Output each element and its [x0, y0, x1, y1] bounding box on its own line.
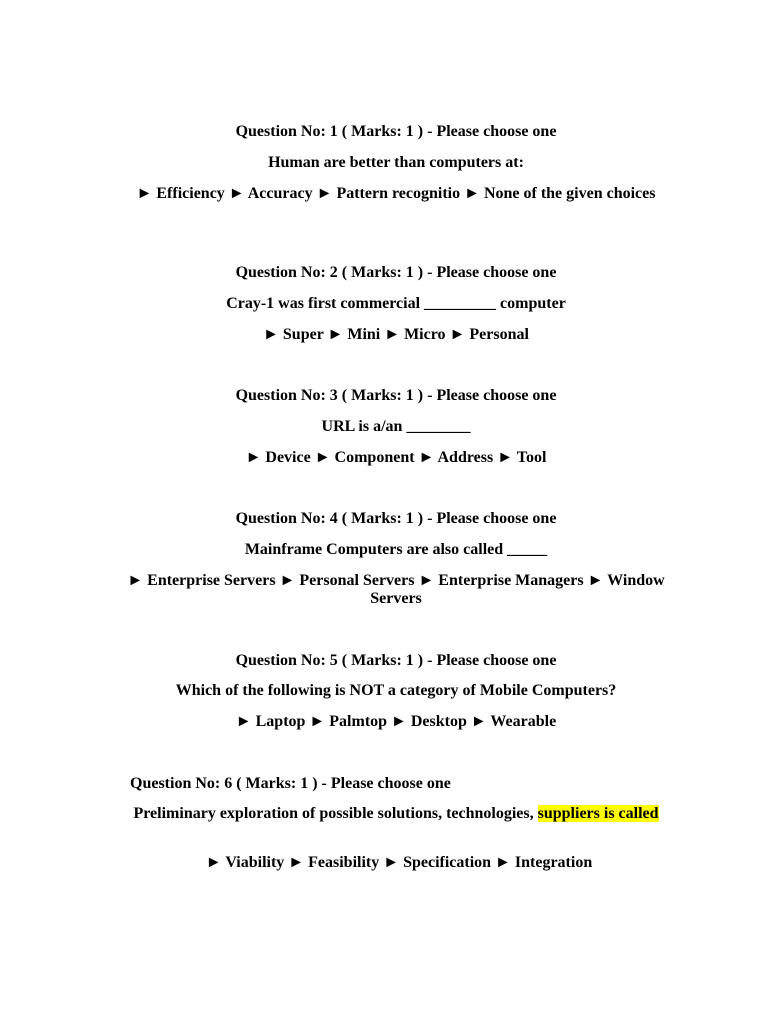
question-6-text: [120, 805, 672, 823]
question-4-header: Question No: 4 ( Marks: 1 ) - Please choose one: [235, 510, 557, 527]
question-5-text: Which of the following is NOT a category of Mobile Computers?: [175, 682, 617, 699]
question-3-text: URL is a/an ________: [321, 418, 471, 435]
question-1-options: ► Efficiency ► Accuracy ► Pattern recognitio ► None of the given choices: [136, 185, 656, 202]
question-1-text: Human are better than computers at:: [268, 154, 524, 171]
question-4-text: Mainframe Computers are also called _____: [244, 541, 548, 558]
question-6-text-plain: Preliminary exploration of possible solutions, technologies,: [133, 805, 538, 822]
question-2-options: ► Super ► Mini ► Micro ► Personal: [263, 326, 529, 343]
question-5-options: ► Laptop ► Palmtop ► Desktop ► Wearable: [235, 713, 557, 730]
question-5-header: Question No: 5 ( Marks: 1 ) - Please choose one: [235, 652, 557, 669]
question-2-text: Cray-1 was first commercial _________ computer: [226, 295, 566, 312]
question-6-header: Question No: 6 ( Marks: 1 ) - Please choose one: [130, 775, 451, 792]
question-1-header: Question No: 1 ( Marks: 1 ) - Please choose one: [235, 123, 557, 140]
question-2-header: Question No: 2 ( Marks: 1 ) - Please choose one: [235, 264, 557, 281]
question-6-text-highlight: suppliers is called: [537, 805, 659, 822]
question-3-options: ► Device ► Component ► Address ► Tool: [245, 449, 547, 466]
question-6-options: ► Viability ► Feasibility ► Specification ► Integration: [205, 854, 593, 871]
question-4-options: ► Enterprise Servers ► Personal Servers ► Enterprise Managers ► Window Servers: [127, 572, 665, 607]
question-3-header: Question No: 3 ( Marks: 1 ) - Please choose one: [235, 387, 557, 404]
